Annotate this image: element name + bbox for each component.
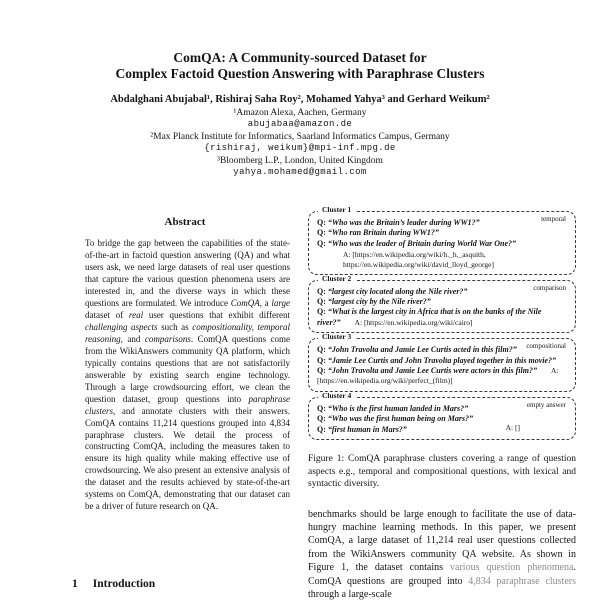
cluster-4	[308, 390, 576, 440]
figure-1	[308, 205, 576, 440]
answer-line: A: [https://en.wikipedia.org/wiki/h._h._asquith, https://en.wikipedia.org/wiki/david_lloyd_george]	[343, 250, 494, 269]
cluster-3-label: Cluster 3	[318, 333, 355, 341]
question-prefix: Q:	[317, 238, 326, 248]
question-text: “Who was the Britain’s leader during WW1?”	[327, 218, 480, 227]
question-text: “Who was the leader of Britain during World War One?”	[327, 238, 517, 248]
figure-1-caption: Figure 1: ComQA paraphrase clusters covering a range of question aspects e.g., temporal and compositional questions, with lexical and syntactic diversity.	[308, 453, 576, 490]
question-prefix: Q:	[317, 345, 326, 355]
cluster-3	[308, 332, 576, 392]
question-line	[317, 218, 567, 228]
right-column	[308, 205, 576, 600]
question-line	[317, 228, 567, 238]
cluster-1-label: Cluster 1	[318, 206, 355, 214]
email-1: abujabaa@amazon.de	[247, 118, 353, 129]
question-prefix: Q:	[317, 218, 326, 227]
paper-title	[40, 50, 560, 83]
cluster-1-tag: temporal	[541, 215, 566, 223]
cluster-2	[308, 273, 576, 334]
answer-line: A: [https://en.wikipedia.org/wiki/cairo]	[354, 317, 473, 327]
section-title: Introduction	[92, 578, 156, 590]
email-2: {rishiraj, weikum}@mpi-inf.mpg.de	[204, 142, 396, 153]
question-prefix: Q:	[317, 355, 326, 365]
cluster-4-label: Cluster 4	[318, 392, 355, 400]
question-prefix: Q:	[317, 424, 326, 434]
question-text: “Jamie Lee Curtis and John Travolta played together in this movie?”	[327, 355, 557, 365]
title-line-2: Complex Factoid Question Answering with Paraphrase Clusters	[115, 66, 485, 82]
section-heading-introduction	[72, 578, 155, 590]
question-prefix: Q:	[317, 297, 326, 307]
cluster-1	[308, 205, 576, 275]
question-text: “first human in Mars?”	[327, 424, 407, 434]
affiliation-1: ¹Amazon Alexa, Aachen, Germany	[233, 107, 367, 118]
section-number: 1	[72, 578, 78, 590]
paper-header	[0, 0, 600, 177]
left-column	[72, 212, 298, 513]
intro-paragraph: benchmarks should be large enough to facilitate the use of data-hungry machine learning methods. In this paper, we present ComQA, a large dataset of 11,214 real user questions collected from the WikiAnswers community QA website. As shown in Figure 1, the dataset contains various question phenomena. ComQA questions are grouped into 4,834 paraphrase clusters through a large-scale	[308, 508, 576, 600]
question-prefix: Q:	[317, 307, 326, 317]
question-prefix: Q:	[317, 403, 326, 413]
question-line	[317, 414, 567, 424]
question-text: “largest city by the Nile river?”	[327, 297, 431, 307]
question-line	[317, 422, 567, 435]
question-prefix: Q:	[317, 228, 326, 238]
cluster-3-tag: compositional	[526, 342, 566, 351]
question-line	[317, 239, 567, 249]
cluster-2-label: Cluster 2	[318, 275, 355, 283]
cluster-4-tag: empty answer	[526, 400, 566, 409]
answer-line: A: [https://en.wikipedia.org/wiki/perfect_(film)]	[317, 366, 559, 386]
question-text: “John Travolta and Jamie Lee Curtis acted in this film?”	[327, 345, 517, 355]
question-line	[317, 366, 567, 387]
cluster-2-tag: comparison	[533, 283, 566, 292]
question-prefix: Q:	[317, 414, 326, 424]
question-text: “Who ran Britain during WW1?”	[327, 228, 439, 238]
authors-line: Abdalghani Abujabal¹, Rishiraj Saha Roy², Mohamed Yahya³ and Gerhard Weikum²	[110, 93, 490, 105]
question-text: “largest city located along the Nile river?”	[327, 286, 468, 296]
affiliation-3: ³Bloomberg L.P., London, United Kingdom	[217, 155, 383, 166]
question-text: “Who was the first human being on Mars?”	[327, 414, 474, 424]
question-line	[317, 287, 567, 297]
question-text: “Who is the first human landed in Mars?”	[327, 403, 469, 413]
question-text: “John Travolta and Jamie Lee Curtis were actors in this film?”	[327, 366, 537, 376]
abstract-heading: Abstract	[164, 216, 206, 228]
title-line-1: ComQA: A Community-sourced Dataset for	[173, 50, 427, 65]
question-line	[317, 356, 567, 366]
answer-line: A: []	[505, 422, 520, 432]
abstract-body: To bridge the gap between the capabilities of the state-of-the-art in factoid question answering (QA) and what users ask, we need large datasets of real user questions that capture the various question phenomena users are interested in, and the diverse ways in which these questions are formulated. We introduce ComQA, a large dataset of real user questions that exhibit different challenging aspects such as compositionality, temporal reasoning, and comparisons. ComQA questions come from the WikiAnswers community QA platform, which typically contains questions that are not satisfactorily answerable by existing search engine technology. Through a large crowdsourcing effort, we clean the question dataset, group questions into paraphrase clusters, and annotate clusters with their answers. ComQA contains 11,214 questions grouped into 4,834 paraphrase clusters. We detail the process of constructing ComQA, including the measures taken to ensure its high quality while making effective use of crowdsourcing. We also present an extensive analysis of the dataset and the results achieved by state-of-the-art systems on ComQA, demonstrating that our dataset can be a driver of future research on QA.	[85, 238, 290, 512]
question-line	[317, 307, 567, 328]
question-prefix: Q:	[317, 286, 326, 296]
question-prefix: Q:	[317, 366, 326, 376]
email-3: yahya.mohamed@gmail.com	[233, 166, 367, 177]
question-text: “What is the largest city in Africa that is on the banks of the Nile river?”	[317, 307, 542, 327]
affiliation-2: ²Max Planck Institute for Informatics, Saarland Informatics Campus, Germany	[150, 131, 450, 142]
question-line	[317, 297, 567, 307]
